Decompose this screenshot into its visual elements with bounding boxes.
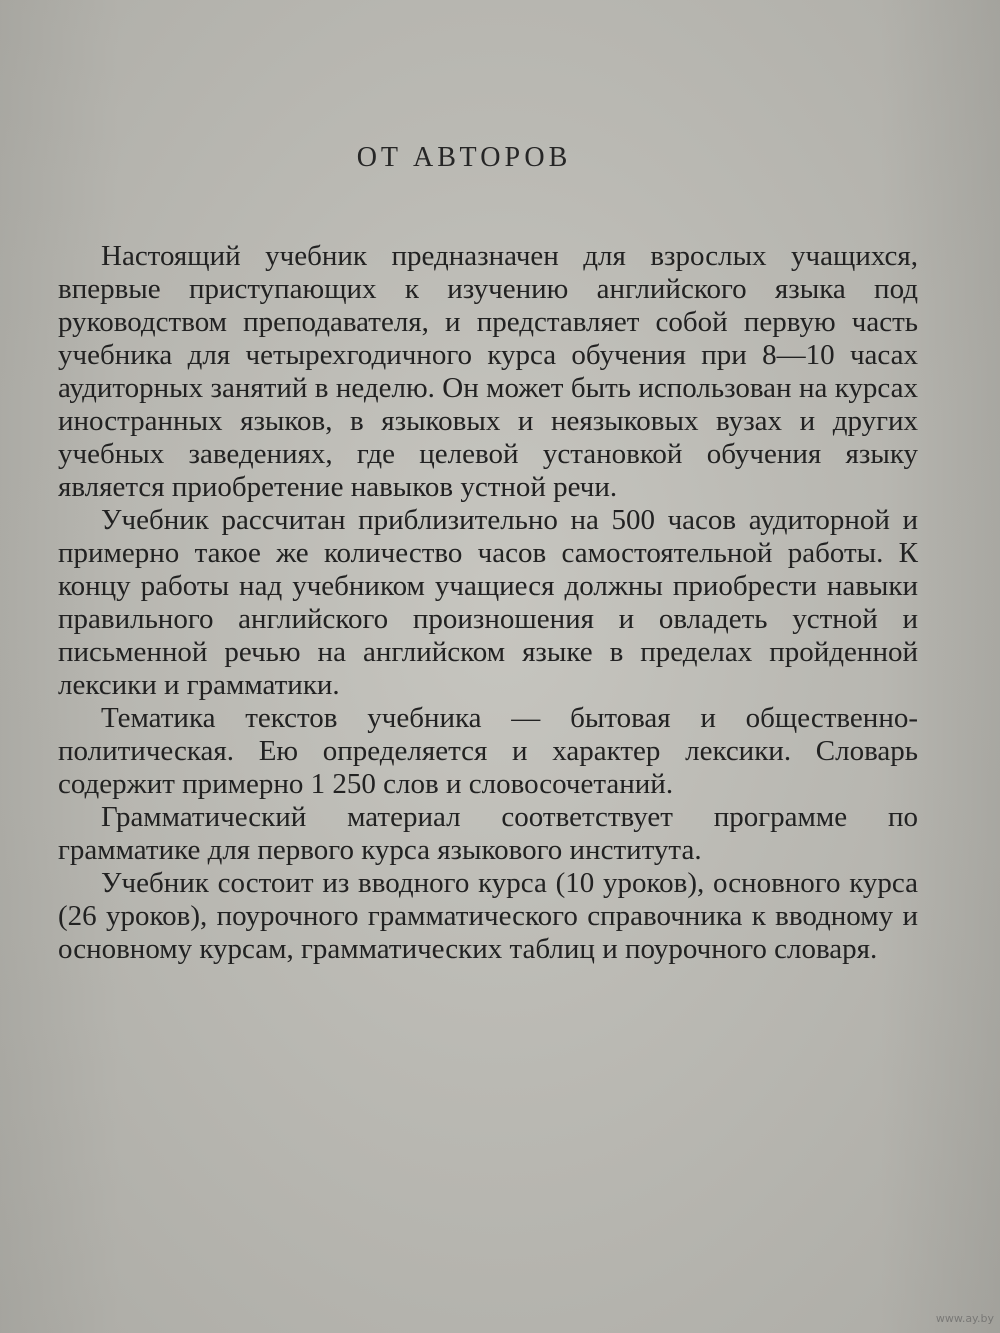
paragraph-4: Грамматический материал соответствует программе по грамматике для первого курса языкового института.: [58, 801, 918, 866]
paragraph-5: Учебник состоит из вводного курса (10 уроков), основного курса (26 уроков), поурочного грамматического справочника к вводному и основному курсам, грамматических таблиц и поурочного словаря.: [58, 867, 918, 965]
paragraph-2: Учебник рассчитан приблизительно на 500 часов аудиторной и примерно такое же количество часов самостоятельной работы. К концу работы над учебником учащиеся должны приобрести навыки правильного английского произношения и овладеть устной и письменной речью на английском языке в пределах пройденной лексики и грамматики.: [58, 504, 918, 701]
body-text: [58, 240, 918, 966]
watermark: www.ay.by: [935, 1312, 994, 1325]
paragraph-1: Настоящий учебник предназначен для взрослых учащихся, впервые приступающих к изучению английского языка под руководством преподавателя, и представляет собой первую часть учебника для четырехгодичного курса обучения при 8—10 часах аудиторных занятий в неделю. Он может быть использован на курсах иностранных языков, в языковых и неязыковых вузах и других учебных заведениях, где целевой установкой обучения языку является приобретение навыков устной речи.: [58, 240, 918, 503]
paragraph-3: Тематика текстов учебника — бытовая и общественно-политическая. Ею определяется и характер лексики. Словарь содержит примерно 1 250 слов и словосочетаний.: [58, 702, 918, 800]
page-heading: ОТ АВТОРОВ: [356, 142, 572, 173]
